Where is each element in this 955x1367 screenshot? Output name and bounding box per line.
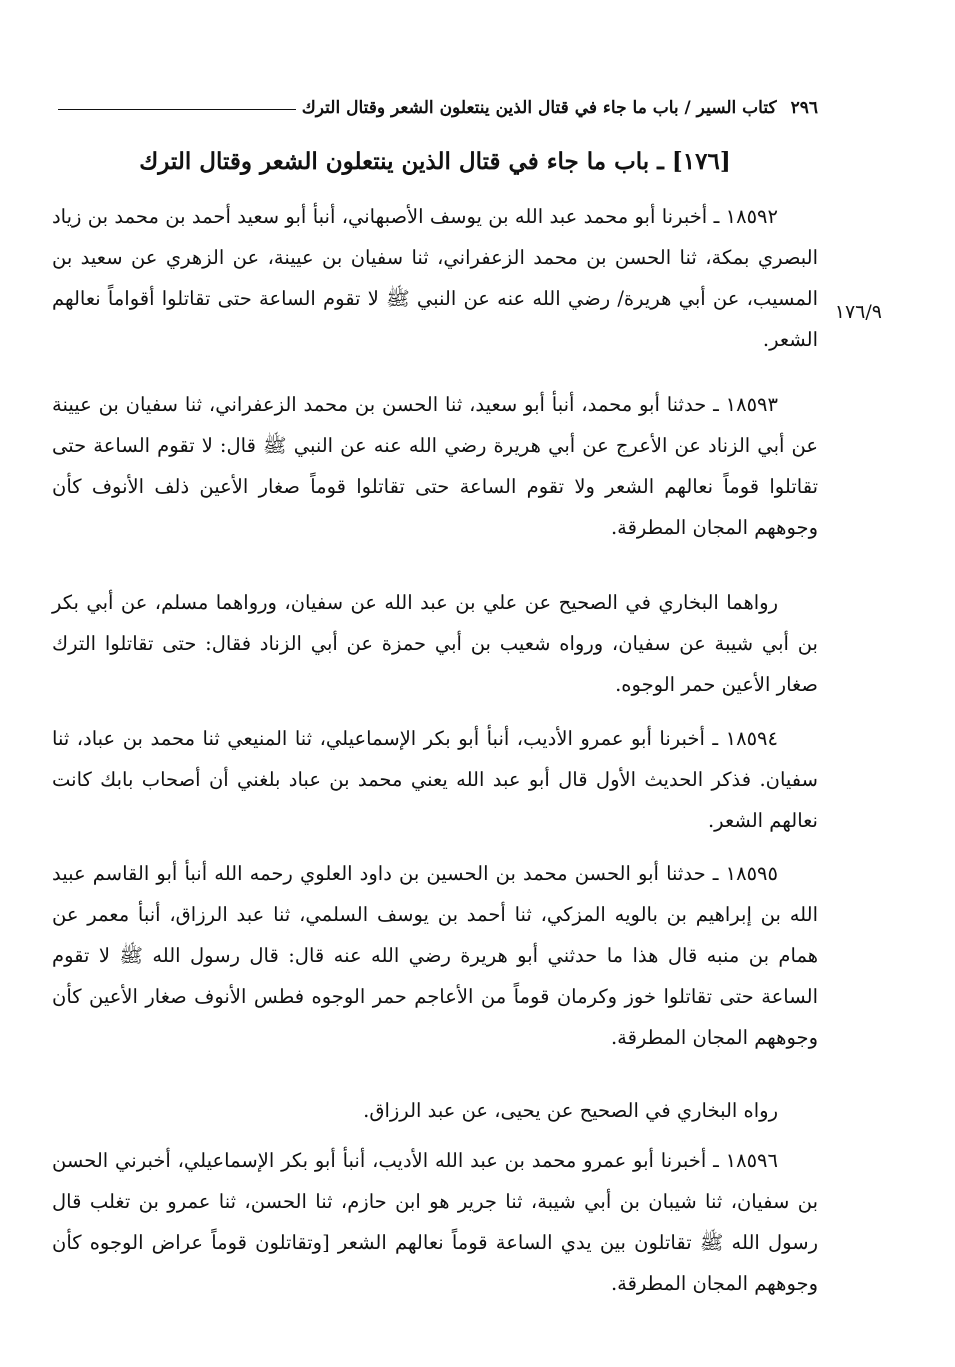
margin-reference: ١٧٦/٩	[834, 301, 882, 323]
commentary-1	[52, 582, 818, 705]
hadith-18592	[52, 196, 818, 360]
commentary-2	[52, 1090, 818, 1131]
page-number: ٢٩٦	[790, 98, 818, 118]
paragraph-text: ١٨٥٩٢ ـ أخبرنا أبو محمد عبد الله بن يوسف الأصبهاني، أنبأ أبو سعيد أحمد بن محمد بن زياد البصري بمكة، ثنا الحسن بن محمد الزعفراني، ثنا سفيان بن عيينة، عن الزهري عن سعيد بن المسيب، عن أبي هريرة/ رضي الله عنه عن النبي ﷺ لا تقوم الساعة حتى تقاتلوا أقواماً نعالهم الشعر.	[52, 205, 818, 351]
hadith-18593	[52, 384, 818, 548]
paragraph-text: ١٨٥٩٣ ـ حدثنا أبو محمد، أنبأ أبو سعيد، ثنا الحسن بن محمد الزعفراني، ثنا سفيان بن عيينة عن أبي الزناد عن الأعرج عن أبي هريرة رضي الله عنه عن النبي ﷺ قال: لا تقوم الساعة حتى تقاتلوا قوماً نعالهم الشعر ولا تقوم الساعة حتى تقاتلوا قوماً صغار الأعين ذلف الأنوف كأن وجوههم المجان المطرقة.	[52, 393, 818, 539]
paragraph-text: رواهما البخاري في الصحيح عن علي بن عبد الله عن سفيان، ورواهما مسلم، عن أبي بكر بن أبي شيبة عن سفيان، ورواه شعيب بن أبي حمزة عن أبي الزناد فقال: حتى تقاتلوا الترك صغار الأعين حمر الوجوه.	[52, 591, 818, 696]
paragraph-text: ١٨٥٩٥ ـ حدثنا أبو الحسن محمد بن الحسين بن داود العلوي رحمه الله أنبأ أبو القاسم عبيد الله بن إبراهيم بن بالويه المزكي، ثنا أحمد بن يوسف السلمي، ثنا عبد الرزاق، أنبأ معمر عن همام بن منبه قال هذا ما حدثني أبو هريرة رضي الله عنه قال: قال رسول الله ﷺ لا تقوم الساعة حتى تقاتلوا خوز وكرمان قوماً من الأعاجم حمر الوجوه فطس الأنوف صغار الأعين كأن وجوههم المجان المطرقة.	[52, 862, 818, 1049]
paragraph-text: ١٨٥٩٦ ـ أخبرنا أبو عمرو محمد بن عبد الله الأديب، أنبأ أبو بكر الإسماعيلي، أخبرني الحسن بن سفيان، ثنا شيبان بن أبي شيبة، ثنا جرير هو ابن حازم، ثنا الحسن، ثنا عمرو بن تغلب قال رسول الله ﷺ تقاتلون بين يدي الساعة قوماً نعالهم الشعر [وتقاتلون قوماً عراض الوجوه كأن وجوههم المجان المطرقة.	[52, 1149, 818, 1295]
hadith-18594	[52, 718, 818, 841]
paragraph-text: رواه البخاري في الصحيح عن يحيى، عن عبد الرزاق.	[363, 1099, 778, 1122]
hadith-18596	[52, 1140, 818, 1304]
header-rule	[58, 109, 296, 110]
hadith-18595	[52, 853, 818, 1058]
running-title: كتاب السير / باب ما جاء في قتال الذين ينتعلون الشعر وقتال الترك	[301, 98, 777, 118]
chapter-title: [١٧٦] ـ باب ما جاء في قتال الذين ينتعلون الشعر وقتال الترك	[139, 148, 731, 175]
paragraph-text: ١٨٥٩٤ ـ أخبرنا أبو عمرو الأديب، أنبأ أبو بكر الإسماعيلي، ثنا المنيعي ثنا محمد بن عباد، ثنا سفيان. فذكر الحديث الأول قال أبو عبد الله يعني محمد بن عباد بلغني أن أصحاب بابك كانت نعالهم الشعر.	[52, 727, 818, 832]
page-header	[52, 86, 818, 118]
